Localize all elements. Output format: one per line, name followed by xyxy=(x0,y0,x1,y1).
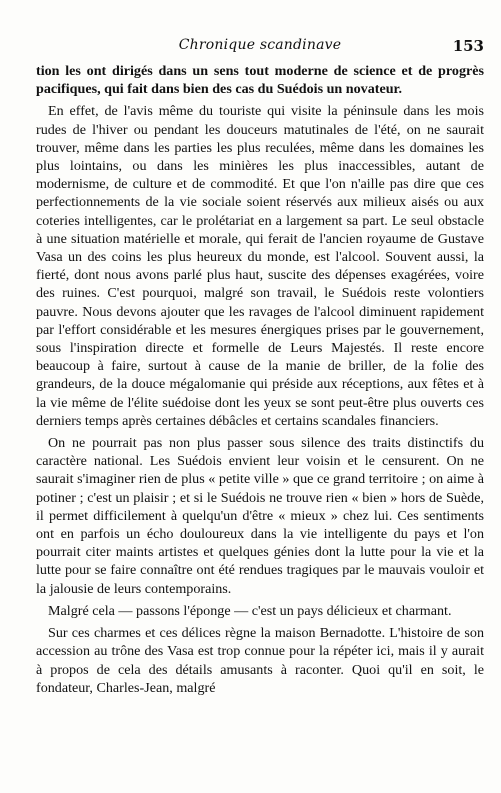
body-text xyxy=(36,62,484,701)
paragraph-national-character: On ne pourrait pas non plus passer sous silence des traits distinctifs du caractère national. Les Suédois envient leur voisin et le censurent. On ne saurait s'imaginer rien de plus « petite ville » que ce grand territoire ; on aime à potiner ; c'est un plaisir ; et si le Suédois ne trouve rien « bien » hors de Suède, il permet difficilement à quelqu'un d'être « mieux » chez lui. Ces sentiments ont en parfois un écho douloureux dans la vie intelligente du pays et l'on pourrait citer maints artistes et quelques génies dont la lutte pour la vie et la lutte pour se faire connaître ont été rendues tragiques par le mauvais vouloir et la jalousie de leurs contemporains. xyxy=(36,435,484,597)
paragraph-continuation: tion les ont dirigés dans un sens tout moderne de science et de progrès pacifiques, qui fait dans bien des cas du Suédois un novateur. xyxy=(36,63,484,98)
page-header xyxy=(36,37,484,57)
paragraph-sponge: Malgré cela — passons l'éponge — c'est un pays délicieux et charmant. xyxy=(48,602,452,619)
paragraph-bernadotte: Sur ces charmes et ces délices règne la maison Bernadotte. L'histoire de son accession au trône des Vasa est trop connue pour la répéter ici, mais il y aurait à propos de cela des détails amusants à raconter. Quoi qu'il en soit, le fondateur, Charles-Jean, malgré xyxy=(36,625,484,696)
paragraph-modernism: En effet, de l'avis même du touriste qui visite la péninsule dans les mois rudes de l'hiver ou pendant les douceurs matutinales de l'été, on ne saurait trouver, même dans les parties les plus reculées, même dans les domaines les plus lointains, ou dans les minières les plus inaccessibles, autant de modernisme, de culture et de commodité. Et que l'on n'aille pas dire que ces perfectionnements de la vie sociale soient réservés aux milieux aisés ou aux coteries intelligentes, car le prolétariat en a largement sa part. Le seul obstacle à une situation matérielle et morale, qui ferait de l'ancien royaume de Gustave Vasa un des coins les plus heureux du monde, est l'alcool. Souvent aussi, la fierté, dont nous avons parlé plus haut, suscite des dépenses exagérées, voire des ruines. C'est pourquoi, malgré son travail, le Suédois reste volontiers pauvre. Nous devons ajouter que les ravages de l'alcool diminuent rapidement par l'effort considérable et les mesures énergiques prises par le gouvernement, sous l'inspiration directe et formelle de Leurs Majestés. Il reste encore beaucoup à faire, surtout à cause de la manie de briller, de la folie des grandeurs, de la douce mégalomanie qui préside aux réceptions, aux fêtes et à la vie même de l'élite suédoise dont les yeux se sont peut-être plus ouverts ces derniers temps après certaines débâcles et certains scandales financiers. xyxy=(36,103,484,429)
page-number: 153 xyxy=(452,37,484,55)
running-title: Chronique scandinave xyxy=(178,37,342,53)
